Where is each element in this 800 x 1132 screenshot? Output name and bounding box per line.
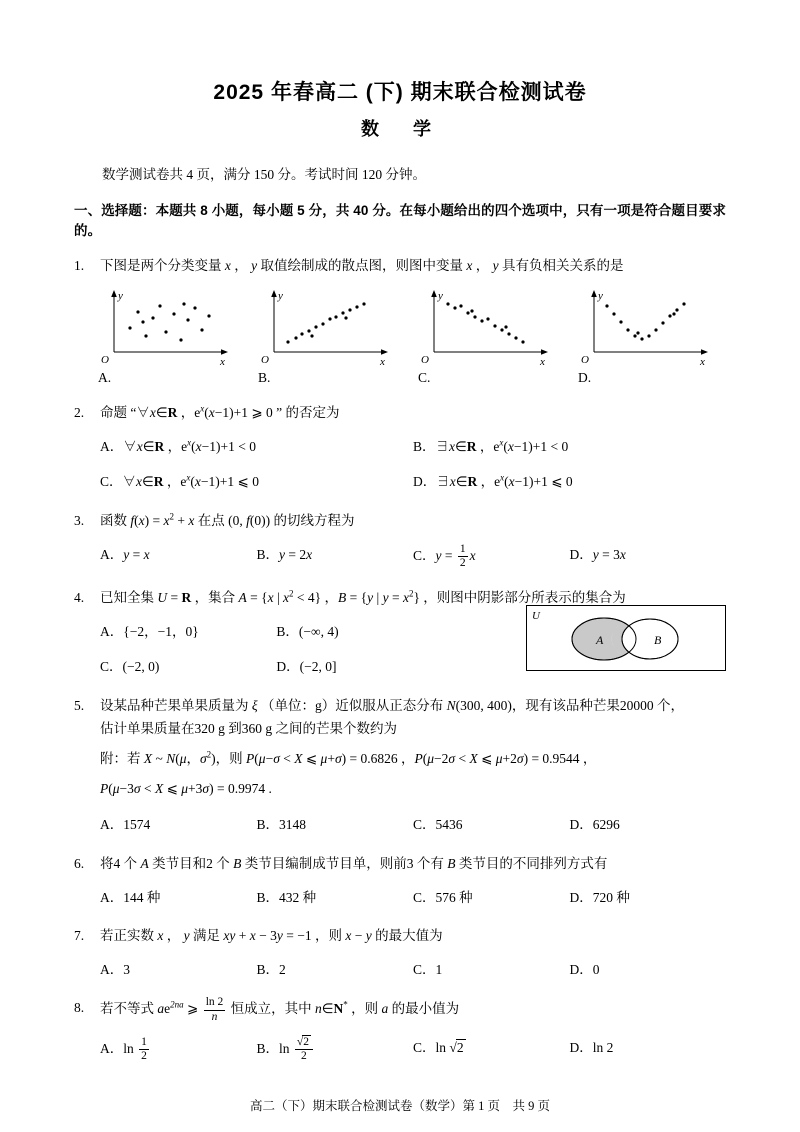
scatter-plot-c: [416, 286, 566, 386]
svg-text:U: U: [532, 610, 540, 623]
scatter-label-d: D.: [578, 369, 592, 385]
question-stem: 已知全集 U = R ，集合 A = {x | $x^2 < 4$} ，B = {y | $y = x^2$} ，则图中阴影部分所表示的集合为: [100, 588, 626, 605]
option-a[interactable]: A．3: [100, 961, 130, 977]
option-a[interactable]: A．ln $\frac{1}{2}$: [100, 1035, 147, 1063]
option-a[interactable]: A．∀x∈R ，$e^x(x-1)+1 < 0$: [100, 437, 256, 455]
option-d[interactable]: D．720 种: [569, 889, 630, 905]
options-row: [100, 543, 726, 570]
svg-text:y: y: [438, 289, 443, 302]
option-b[interactable]: B．2: [256, 961, 286, 977]
question-note-line-1: 附：若 X ~ N(μ，$\sigma^2$)，则 P(μ−σ < X ⩽ μ+σ) = 0.6826 ，P(μ−2σ < X ⩽ μ+2σ) = 0.9544 ，: [100, 749, 597, 767]
scatter-label-a: A.: [98, 369, 112, 385]
question-stem: 命题 “∀x∈R ，$e^x(x-1)+1$ ⩾ 0 ” 的否定为: [100, 403, 340, 420]
question-number: 2.: [74, 404, 85, 420]
question-4: [74, 586, 726, 679]
question-1: [74, 254, 726, 278]
svg-text:y: y: [278, 289, 283, 302]
svg-text:x: x: [700, 355, 705, 368]
question-2: [74, 401, 726, 494]
options-row: [100, 886, 726, 910]
scatter-plot-row: [96, 286, 726, 386]
question-stem-line-2: 估计单果质量在320 g 到360 g 之间的芒果个数约为: [100, 721, 397, 737]
question-stem: 若正实数 x ， y 满足 xy + x − 3y = −1 ，则 x − y 的最大值为: [100, 928, 443, 944]
question-stem-line-1: 设某品种芒果单果质量为 ξ （单位：g）近似服从正态分布 N(300, 400)，现有该品种芒果20000 个，: [100, 697, 685, 713]
svg-text:B: B: [654, 633, 662, 648]
question-number: 5.: [74, 697, 85, 713]
question-3: [74, 509, 726, 571]
option-b[interactable]: B．(−∞, 4): [276, 624, 339, 640]
question-7: [74, 924, 726, 981]
svg-text:x: x: [540, 355, 545, 368]
scatter-plot-b: [256, 286, 406, 386]
svg-text:y: y: [118, 289, 123, 302]
question-stem: 下图是两个分类变量 x ， y 取值绘制成的散点图，则图中变量 x ， y 具有负相关关系的是: [100, 258, 624, 273]
scatter-label-c: C.: [418, 369, 431, 385]
scatter-plot-d: [576, 286, 726, 386]
option-a[interactable]: A．1574: [100, 817, 151, 833]
question-number: 3.: [74, 512, 85, 528]
subject-title: 数 学: [361, 119, 439, 139]
option-b[interactable]: B．3148: [256, 817, 307, 833]
option-c[interactable]: C．y = $\frac{1}{2}$ x: [413, 543, 476, 570]
option-b[interactable]: B．ln $\frac{√2}{2}$: [257, 1036, 414, 1063]
scatter-plot-a: [96, 286, 246, 386]
exam-notice: 数学测试卷共 4 页，满分 150 分。考试时间 120 分钟。: [102, 167, 426, 182]
options-row: [100, 1036, 726, 1063]
option-d[interactable]: D．ln 2: [569, 1039, 614, 1055]
scatter-label-b: B.: [258, 369, 271, 385]
page-title: 2025 年春高二 (下) 期末联合检测试卷: [213, 81, 587, 104]
question-6: [74, 852, 726, 909]
svg-text:A: A: [596, 633, 604, 648]
option-c[interactable]: C．1: [413, 961, 443, 977]
options-row-2: [100, 470, 726, 494]
svg-text:x: x: [220, 355, 225, 368]
options-row: [100, 813, 726, 837]
option-d[interactable]: D．y = 3x: [569, 547, 626, 563]
question-number: 7.: [74, 928, 85, 944]
page-footer: 高二（下）期末联合检测试卷（数学）第 1 页 共 9 页: [249, 1099, 550, 1113]
option-b[interactable]: B．∃x∈R ，$e^x(x-1)+1 < 0$: [413, 437, 569, 455]
option-b[interactable]: B．432 种: [256, 889, 317, 905]
question-stem: 将4 个 A 类节目和2 个 B 类节目编制成节目单，则前3 个有 B 类节目的不同排列方式有: [100, 855, 608, 871]
option-a[interactable]: A．y = x: [100, 547, 150, 563]
question-stem: 函数 $f(x) = x^2 + x$ 在点 (0, f(0)) 的切线方程为: [100, 511, 355, 528]
question-note-line-2: P(μ−3σ < X ⩽ μ+3σ) = 0.9974 .: [100, 780, 272, 796]
options-row: [100, 958, 726, 982]
svg-text:O: O: [101, 353, 109, 366]
options-row-2: [100, 655, 520, 679]
option-d[interactable]: D．(−2, 0]: [276, 658, 337, 674]
option-c[interactable]: C．ln √2: [413, 1039, 464, 1055]
question-number: 4.: [74, 589, 85, 605]
option-a[interactable]: A．144 种: [100, 889, 161, 905]
options-row-1: [100, 620, 520, 644]
question-number: 8.: [74, 1000, 85, 1016]
question-number: 1.: [74, 258, 85, 273]
option-d[interactable]: D．∃x∈R ，$e^x(x-1)+1$ ⩽ 0: [413, 472, 573, 489]
option-d[interactable]: D．0: [569, 961, 600, 977]
svg-text:y: y: [598, 289, 603, 302]
option-c[interactable]: C．∀x∈R ，$e^x(x-1)+1$ ⩽ 0: [100, 472, 259, 489]
section-heading-choice: 一、选择题：本题共 8 小题，每小题 5 分，共 40 分。在每小题给出的四个选项中，只有一项是符合题目要求的。: [74, 203, 726, 238]
question-8: [74, 996, 726, 1063]
svg-text:O: O: [421, 353, 429, 366]
option-d[interactable]: D．6296: [569, 817, 620, 833]
venn-diagram: [526, 605, 726, 679]
option-c[interactable]: C．(−2, 0): [100, 658, 160, 674]
svg-text:O: O: [581, 353, 589, 366]
question-5: [74, 694, 726, 837]
options-row-1: [100, 435, 726, 459]
option-c[interactable]: C．5436: [413, 817, 463, 833]
question-stem: 若不等式 $ae^{2na}$ ⩾ $\frac{\ln 2}{n}$ 恒成立，其中 n∈N* ，则 a 的最小值为: [100, 996, 460, 1023]
option-a[interactable]: A．{−2，−1，0}: [100, 624, 199, 640]
option-b[interactable]: B．y = 2x: [256, 547, 313, 563]
question-number: 6.: [74, 855, 85, 871]
option-c[interactable]: C．576 种: [413, 889, 473, 905]
svg-text:x: x: [380, 355, 385, 368]
svg-text:O: O: [261, 353, 269, 366]
